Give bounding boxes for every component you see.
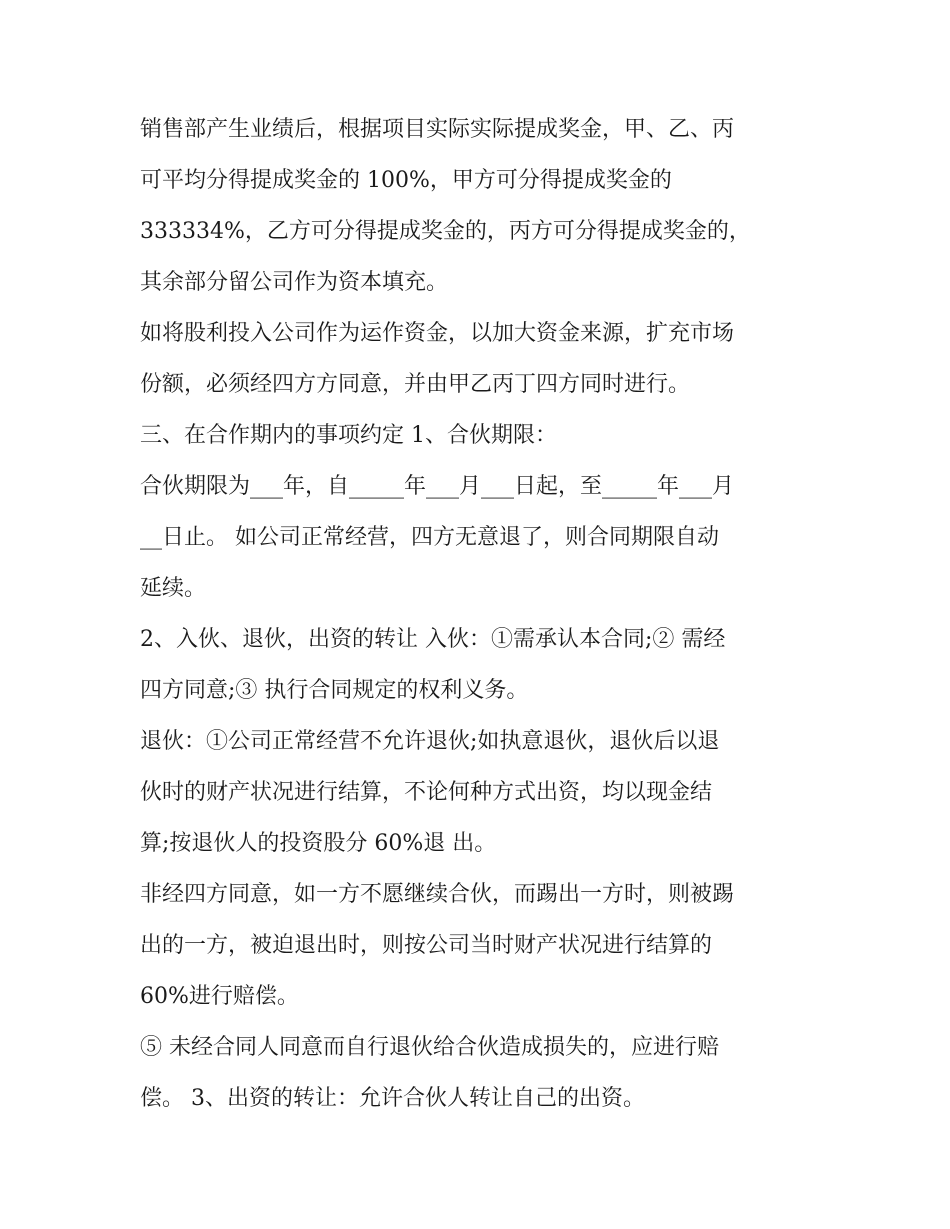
text-line: 60%进行赔偿。 <box>140 984 299 1009</box>
text-line: __日止。 如公司正常经营，四方无意退了，则合同期限自动 <box>140 525 719 550</box>
text-line: 算;按退伙人的投资股分 60%退 出。 <box>140 831 497 856</box>
text-line: 2、入伙、退伙，出资的转让 入伙：①需承认本合同;② 需经 <box>140 627 726 652</box>
text-line: 其余部分留公司作为资本填充。 <box>140 270 449 295</box>
text-line: 可平均分得提成奖金的 100%，甲方可分得提成奖金的 <box>140 168 672 193</box>
text-line: 销售部产生业绩后，根据项目实际实际提成奖金，甲、乙、丙 <box>140 117 735 142</box>
text-line: 333334%，乙方可分得提成奖金的，丙方可分得提成奖金的， <box>140 219 751 244</box>
document-body <box>140 104 830 1124</box>
text-line: 出的一方，被迫退出时，则按公司当时财产状况进行结算的 <box>140 933 713 958</box>
text-line: 延续。 <box>140 576 207 601</box>
text-line: 伙时的财产状况进行结算，不论何种方式出资，均以现金结 <box>140 780 713 805</box>
section-heading: 三、在合作期内的事项约定 1、合伙期限： <box>140 423 557 448</box>
text-line: 合伙期限为___年，自_____年___月___日起，至_____年___月 <box>140 474 735 499</box>
text-line: 如将股利投入公司作为运作资金，以加大资金来源，扩充市场 <box>140 321 735 346</box>
text-line: 份额，必须经四方方同意，并由甲乙丙丁四方同时进行。 <box>140 372 691 397</box>
text-line: 四方同意;③ 执行合同规定的权利义务。 <box>140 678 529 703</box>
text-line: 退伙：①公司正常经营不允许退伙;如执意退伙，退伙后以退 <box>140 729 720 754</box>
text-line: 偿。 3、出资的转让：允许合伙人转让自己的出资。 <box>140 1086 645 1111</box>
text-line: 非经四方同意，如一方不愿继续合伙，而踢出一方时，则被踢 <box>140 882 735 907</box>
text-line: ⑤ 未经合同人同意而自行退伙给合伙造成损失的，应进行赔 <box>140 1035 719 1060</box>
